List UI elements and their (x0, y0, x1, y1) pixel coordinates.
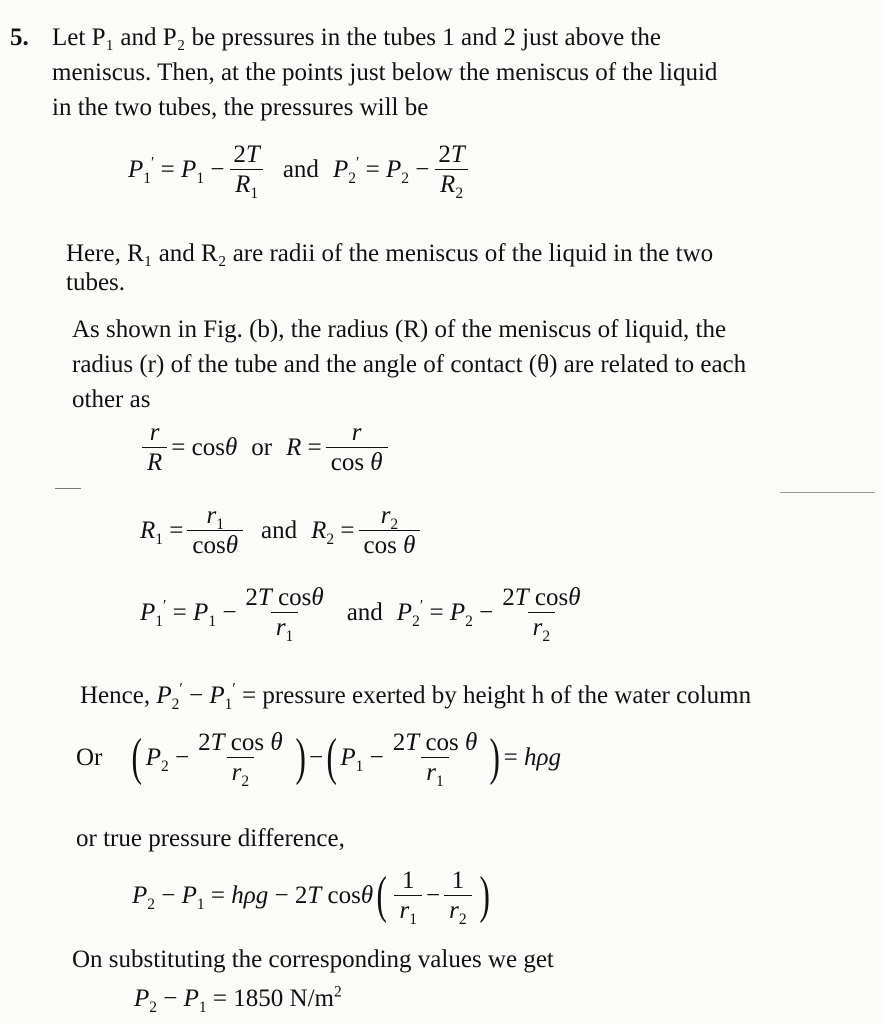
question-number-label: 5. (10, 24, 29, 51)
radii-line-1: Here, R₁ and R₂ are radii of the meniscus of the liquid in the two (66, 240, 714, 267)
equation-r-over-R: $\frac{r}{R}$ = cosθ or R = $\frac{r}{\text{cos θ}}$ (138, 420, 392, 477)
equation-p-prime: $P_1' = P_1$ − $\frac{\text{2T cosθ}}{r_1}$ and $P_2' = P_2$ − $\frac{\text{2T cosθ}}{r_2}$ (140, 584, 581, 646)
result-value: 1850 N/m (233, 985, 334, 1012)
equation-or: Or ( $P_2$ − $\frac{\text{2T cos θ}}{r_2}$ ) − ( $P_1$ − $\frac{\text{2T cos θ}}{r_1}$ ) = hρg (76, 729, 561, 791)
equation-radii: $R_1$ = $\frac{r_1}{\cos\theta}$ and $R_2$ = $\frac{r_2}{\text{cos θ}}$ (140, 503, 424, 560)
radii-paragraph (66, 236, 866, 300)
fig-line-1: As shown in Fig. (b), the radius (R) of the meniscus of liquid, the (72, 316, 727, 343)
fig-line-2: radius (r) of the tube and the angle of contact (θ) are related to each (72, 351, 747, 378)
and-word-3: and (346, 599, 383, 627)
hence-word: Hence, (80, 682, 151, 709)
true-difference-text: or true pressure difference, (76, 825, 345, 852)
or-word: or (251, 434, 273, 462)
intro-paragraph (52, 20, 872, 125)
stray-mark-left (55, 488, 81, 489)
true-difference-line (76, 823, 345, 854)
and-word-1: and (282, 156, 319, 184)
stray-mark-right (780, 492, 875, 493)
equation-final: $P_2 - P_1 = h\rho g - 2T$ cosθ ( $\frac{1}{r_1}$ − $\frac{1}{r_2}$ ) (132, 867, 490, 929)
fig-paragraph (72, 312, 872, 417)
and-word-2: and (261, 517, 298, 545)
substituting-text: On substituting the corresponding values we get (72, 946, 554, 973)
intro-line-2: meniscus. Then, at the points just below the meniscus of the liquid (52, 59, 718, 86)
result-line: $P_2 - P_1 = 1850$ $N/m^2$ (134, 983, 342, 1016)
question-number (10, 22, 29, 53)
or-capital-word: Or (76, 744, 103, 772)
equation-pressure-below: $P_1' = P_1$ − $\frac{2T}{R_1}$ and $P_2' = P_2$ − $\frac{2T}{R_2}$ (128, 142, 474, 199)
intro-line-1: Let P₁ and P₂ be pressures in the tubes 1 and 2 just above the (52, 24, 661, 51)
substituting-line (72, 944, 554, 975)
radii-line-2: tubes. (66, 269, 126, 296)
intro-line-3: in the two tubes, the pressures will be (52, 94, 429, 121)
hence-line: Hence, $P_2' - P_1'$ = pressure exerted by height h of the water column (80, 680, 752, 713)
hence-text: = pressure exerted by height h of the water column (242, 682, 752, 709)
fig-line-3: other as (72, 386, 151, 413)
